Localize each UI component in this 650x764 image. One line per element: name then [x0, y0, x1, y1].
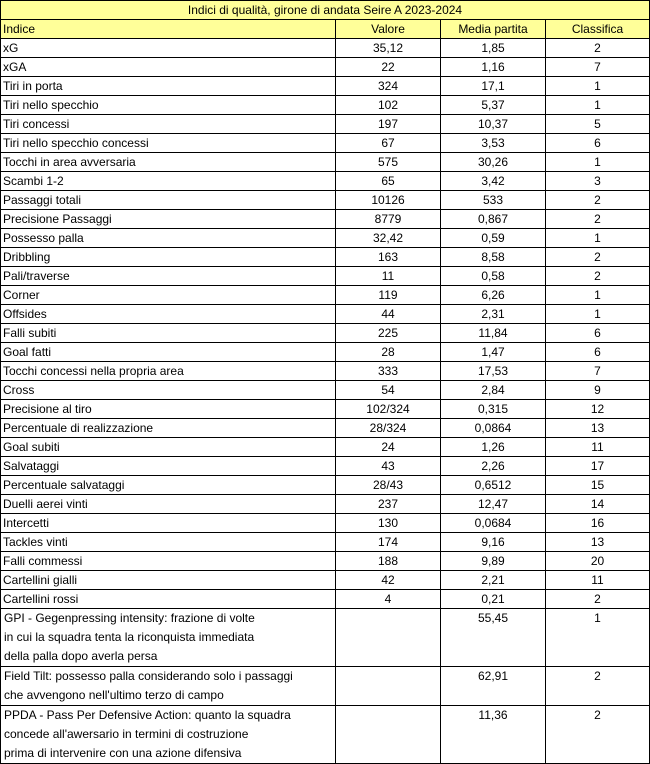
media-partita-cell: 17,1 — [441, 77, 546, 96]
table-row — [1, 514, 650, 533]
table-row — [1, 362, 650, 381]
valore-cell: 32,42 — [336, 229, 441, 248]
media-partita-cell: 0,867 — [441, 210, 546, 229]
media-partita-cell: 0,6512 — [441, 476, 546, 495]
indice-cell: Pali/traverse — [1, 267, 336, 286]
media-partita-cell: 533 — [441, 191, 546, 210]
media-partita-cell: 55,45 — [441, 609, 546, 667]
classifica-cell: 14 — [546, 495, 650, 514]
table-row — [1, 476, 650, 495]
valore-cell: 197 — [336, 115, 441, 134]
indice-cell: Cross — [1, 381, 336, 400]
indice-cell: Precisione Passaggi — [1, 210, 336, 229]
indice-description-line: concede all'awersario in termini di costruzione — [4, 727, 249, 741]
table-row — [1, 172, 650, 191]
indice-description-line: PPDA - Pass Per Defensive Action: quanto la squadra — [4, 708, 291, 722]
indice-cell: Tocchi in area avversaria — [1, 153, 336, 172]
table-row — [1, 381, 650, 400]
classifica-cell: 6 — [546, 134, 650, 153]
indice-cell: Goal fatti — [1, 343, 336, 362]
valore-cell: 35,12 — [336, 39, 441, 58]
table-row — [1, 210, 650, 229]
indice-description-cell — [1, 706, 336, 764]
valore-cell: 188 — [336, 552, 441, 571]
table-row — [1, 590, 650, 609]
indice-cell: Duelli aerei vinti — [1, 495, 336, 514]
valore-cell: 324 — [336, 77, 441, 96]
classifica-cell: 1 — [546, 153, 650, 172]
valore-cell: 4 — [336, 590, 441, 609]
classifica-cell: 13 — [546, 533, 650, 552]
title-row — [1, 1, 650, 20]
indice-cell: Offsides — [1, 305, 336, 324]
header-classifica: Classifica — [546, 20, 650, 39]
indice-cell: Intercetti — [1, 514, 336, 533]
indice-cell: Tiri in porta — [1, 77, 336, 96]
table-row-description — [1, 667, 650, 706]
media-partita-cell: 0,0684 — [441, 514, 546, 533]
classifica-cell: 7 — [546, 58, 650, 77]
classifica-cell: 3 — [546, 172, 650, 191]
valore-cell: 44 — [336, 305, 441, 324]
table-row — [1, 134, 650, 153]
classifica-cell: 1 — [546, 77, 650, 96]
valore-cell: 102/324 — [336, 400, 441, 419]
valore-cell: 42 — [336, 571, 441, 590]
classifica-cell: 5 — [546, 115, 650, 134]
media-partita-cell: 9,89 — [441, 552, 546, 571]
media-partita-cell: 3,42 — [441, 172, 546, 191]
classifica-cell: 2 — [546, 267, 650, 286]
header-row — [1, 20, 650, 39]
valore-cell: 225 — [336, 324, 441, 343]
classifica-cell: 11 — [546, 438, 650, 457]
valore-cell: 65 — [336, 172, 441, 191]
indice-cell: Salvataggi — [1, 457, 336, 476]
media-partita-cell: 2,26 — [441, 457, 546, 476]
indice-description-line: Field Tilt: possesso palla considerando solo i passaggi — [4, 669, 293, 683]
valore-cell: 8779 — [336, 210, 441, 229]
valore-cell: 10126 — [336, 191, 441, 210]
classifica-cell: 6 — [546, 324, 650, 343]
indice-cell: Falli commessi — [1, 552, 336, 571]
classifica-cell: 20 — [546, 552, 650, 571]
table-row — [1, 457, 650, 476]
table-row — [1, 533, 650, 552]
valore-cell: 22 — [336, 58, 441, 77]
indice-cell: Tiri nello specchio concessi — [1, 134, 336, 153]
valore-cell — [336, 667, 441, 706]
indice-cell: Dribbling — [1, 248, 336, 267]
media-partita-cell: 1,85 — [441, 39, 546, 58]
classifica-cell: 2 — [546, 39, 650, 58]
header-media-partita: Media partita — [441, 20, 546, 39]
valore-cell: 333 — [336, 362, 441, 381]
indice-description-line: in cui la squadra tenta la riconquista immediata — [4, 630, 255, 644]
table-row — [1, 39, 650, 58]
media-partita-cell: 12,47 — [441, 495, 546, 514]
indice-cell: Tocchi concessi nella propria area — [1, 362, 336, 381]
valore-cell: 67 — [336, 134, 441, 153]
table-row-description — [1, 609, 650, 667]
table-row — [1, 286, 650, 305]
valore-cell: 102 — [336, 96, 441, 115]
media-partita-cell: 0,315 — [441, 400, 546, 419]
indice-cell: Possesso palla — [1, 229, 336, 248]
valore-cell: 28/43 — [336, 476, 441, 495]
media-partita-cell: 11,84 — [441, 324, 546, 343]
indice-cell: xGA — [1, 58, 336, 77]
indice-cell: Tiri nello specchio — [1, 96, 336, 115]
table-row — [1, 438, 650, 457]
table-title: Indici di qualità, girone di andata Seire A 2023-2024 — [1, 1, 650, 20]
indice-cell: Goal subiti — [1, 438, 336, 457]
table-row — [1, 400, 650, 419]
indice-cell: Passaggi totali — [1, 191, 336, 210]
indice-cell: Scambi 1-2 — [1, 172, 336, 191]
indice-cell: Percentuale di realizzazione — [1, 419, 336, 438]
classifica-cell: 2 — [546, 706, 650, 764]
classifica-cell: 16 — [546, 514, 650, 533]
indice-cell: Corner — [1, 286, 336, 305]
media-partita-cell: 3,53 — [441, 134, 546, 153]
valore-cell: 54 — [336, 381, 441, 400]
media-partita-cell: 9,16 — [441, 533, 546, 552]
media-partita-cell: 2,31 — [441, 305, 546, 324]
table-row — [1, 324, 650, 343]
indice-cell: Tackles vinti — [1, 533, 336, 552]
valore-cell — [336, 706, 441, 764]
media-partita-cell: 0,21 — [441, 590, 546, 609]
classifica-cell: 2 — [546, 210, 650, 229]
media-partita-cell: 0,58 — [441, 267, 546, 286]
indice-description-line: che avvengono nell'ultimo terzo di campo — [4, 688, 224, 702]
classifica-cell: 1 — [546, 96, 650, 115]
classifica-cell: 7 — [546, 362, 650, 381]
classifica-cell: 1 — [546, 286, 650, 305]
media-partita-cell: 62,91 — [441, 667, 546, 706]
indice-cell: Cartellini gialli — [1, 571, 336, 590]
classifica-cell: 17 — [546, 457, 650, 476]
media-partita-cell: 10,37 — [441, 115, 546, 134]
table-row — [1, 115, 650, 134]
classifica-cell: 13 — [546, 419, 650, 438]
media-partita-cell: 1,16 — [441, 58, 546, 77]
classifica-cell: 11 — [546, 571, 650, 590]
valore-cell: 28 — [336, 343, 441, 362]
classifica-cell: 1 — [546, 229, 650, 248]
table-row — [1, 419, 650, 438]
valore-cell: 24 — [336, 438, 441, 457]
valore-cell: 28/324 — [336, 419, 441, 438]
media-partita-cell: 1,26 — [441, 438, 546, 457]
valore-cell: 575 — [336, 153, 441, 172]
media-partita-cell: 2,21 — [441, 571, 546, 590]
classifica-cell: 2 — [546, 248, 650, 267]
indice-cell: Cartellini rossi — [1, 590, 336, 609]
indice-description-line: GPI - Gegenpressing intensity: frazione di volte — [4, 611, 255, 625]
valore-cell: 119 — [336, 286, 441, 305]
header-indice: Indice — [1, 20, 336, 39]
classifica-cell: 2 — [546, 667, 650, 706]
classifica-cell: 9 — [546, 381, 650, 400]
table-row-description — [1, 706, 650, 764]
media-partita-cell: 17,53 — [441, 362, 546, 381]
table-row — [1, 96, 650, 115]
media-partita-cell: 8,58 — [441, 248, 546, 267]
indice-description-line: prima di intervenire con una azione difensiva — [4, 746, 242, 760]
indice-cell: xG — [1, 39, 336, 58]
media-partita-cell: 1,47 — [441, 343, 546, 362]
valore-cell: 163 — [336, 248, 441, 267]
classifica-cell: 12 — [546, 400, 650, 419]
table-row — [1, 248, 650, 267]
indice-description-cell — [1, 609, 336, 667]
media-partita-cell: 5,37 — [441, 96, 546, 115]
table-row — [1, 229, 650, 248]
classifica-cell: 1 — [546, 609, 650, 667]
table-row — [1, 305, 650, 324]
table-row — [1, 552, 650, 571]
media-partita-cell: 11,36 — [441, 706, 546, 764]
media-partita-cell: 6,26 — [441, 286, 546, 305]
media-partita-cell: 0,0864 — [441, 419, 546, 438]
table-row — [1, 58, 650, 77]
table-row — [1, 343, 650, 362]
classifica-cell: 2 — [546, 191, 650, 210]
table-row — [1, 153, 650, 172]
indice-cell: Percentuale salvataggi — [1, 476, 336, 495]
table-row — [1, 571, 650, 590]
valore-cell: 130 — [336, 514, 441, 533]
indice-cell: Tiri concessi — [1, 115, 336, 134]
table-row — [1, 77, 650, 96]
indice-description-line: della palla dopo averla persa — [4, 649, 158, 663]
valore-cell: 237 — [336, 495, 441, 514]
classifica-cell: 2 — [546, 590, 650, 609]
table-row — [1, 267, 650, 286]
indice-cell: Precisione al tiro — [1, 400, 336, 419]
media-partita-cell: 30,26 — [441, 153, 546, 172]
valore-cell: 43 — [336, 457, 441, 476]
classifica-cell: 15 — [546, 476, 650, 495]
classifica-cell: 6 — [546, 343, 650, 362]
indice-cell: Falli subiti — [1, 324, 336, 343]
classifica-cell: 1 — [546, 305, 650, 324]
table-row — [1, 495, 650, 514]
table-row — [1, 191, 650, 210]
indice-description-cell — [1, 667, 336, 706]
valore-cell: 11 — [336, 267, 441, 286]
media-partita-cell: 2,84 — [441, 381, 546, 400]
valore-cell — [336, 609, 441, 667]
valore-cell: 174 — [336, 533, 441, 552]
header-valore: Valore — [336, 20, 441, 39]
media-partita-cell: 0,59 — [441, 229, 546, 248]
